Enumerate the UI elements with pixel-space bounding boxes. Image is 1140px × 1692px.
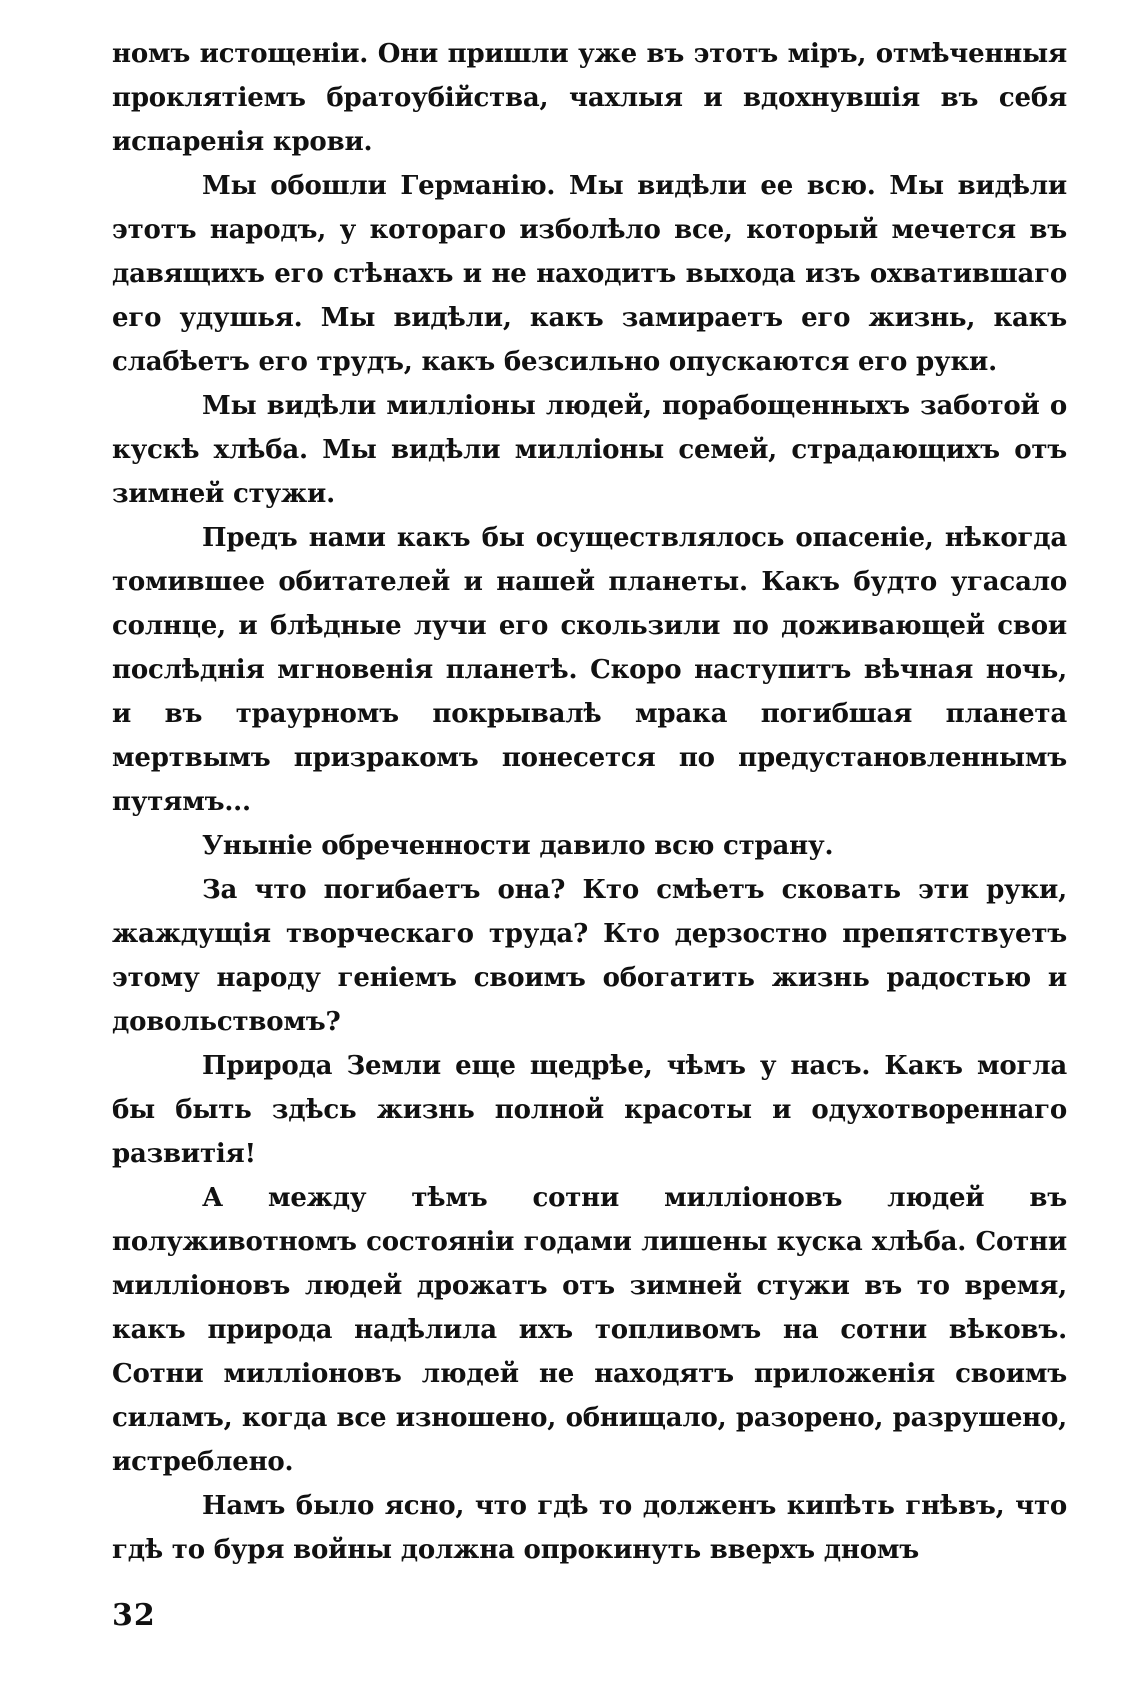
paragraph-9: Намъ было ясно, что гдѣ то долженъ кипѣть гнѣвъ, что гдѣ то буря войны должна опрокинуть вверхъ дномъ (112, 1491, 1067, 1565)
paragraph-5: Уныніе обреченности давило всю страну. (202, 831, 834, 861)
paragraph-2: Мы обошли Германію. Мы видѣли ее всю. Мы видѣли этотъ народъ, у котораго изболѣло все, который мечется въ давящихъ его стѣнахъ и не находитъ выхода изъ охватившаго его удушья. Мы видѣли, какъ замираетъ его жизнь, какъ слабѣетъ его трудъ, какъ безсильно опускаются его руки. (112, 171, 1067, 377)
book-page (112, 32, 1067, 1662)
paragraph-8: А между тѣмъ сотни милліоновъ людей въ полуживотномъ состояніи годами лишены куска хлѣба. Сотни милліоновъ людей дрожатъ отъ зимней стужи въ то время, какъ природа надѣлила ихъ топливомъ на сотни вѣковъ. Сотни милліоновъ людей не находятъ приложенія своимъ силамъ, когда все изношено, обнищало, разорено, разрушено, истреблено. (112, 1183, 1067, 1477)
paragraph-3: Мы видѣли милліоны людей, порабощенныхъ заботой о кускѣ хлѣба. Мы видѣли милліоны семей, страдающихъ отъ зимней стужи. (112, 391, 1067, 509)
paragraph-6: За что погибаетъ она? Кто смѣетъ сковать эти руки, жаждущія творческаго труда? Кто дерзостно препятствуетъ этому народу геніемъ своимъ обогатить жизнь радостью и довольствомъ? (112, 875, 1067, 1037)
paragraph-7: Природа Земли еще щедрѣе, чѣмъ у насъ. Какъ могла бы быть здѣсь жизнь полной красоты и одухотвореннаго развитія! (112, 1051, 1067, 1169)
paragraph-4: Предъ нами какъ бы осуществлялось опасеніе, нѣкогда томившее обитателей и нашей планеты. Какъ будто угасало солнце, и блѣдные лучи его скользили по доживающей свои послѣднія мгновенія планетѣ. Скоро наступитъ вѣчная ночь, и въ траурномъ покрывалѣ мрака погибшая планета мертвымъ призракомъ понесется по предустановленнымъ путямъ... (112, 523, 1067, 817)
page-number: 32 (112, 1598, 156, 1633)
paragraph-1: номъ истощеніи. Они пришли уже въ этотъ міръ, отмѣченныя проклятіемъ братоубійства, чахлыя и вдохнувшія въ себя испаренія крови. (112, 39, 1067, 157)
